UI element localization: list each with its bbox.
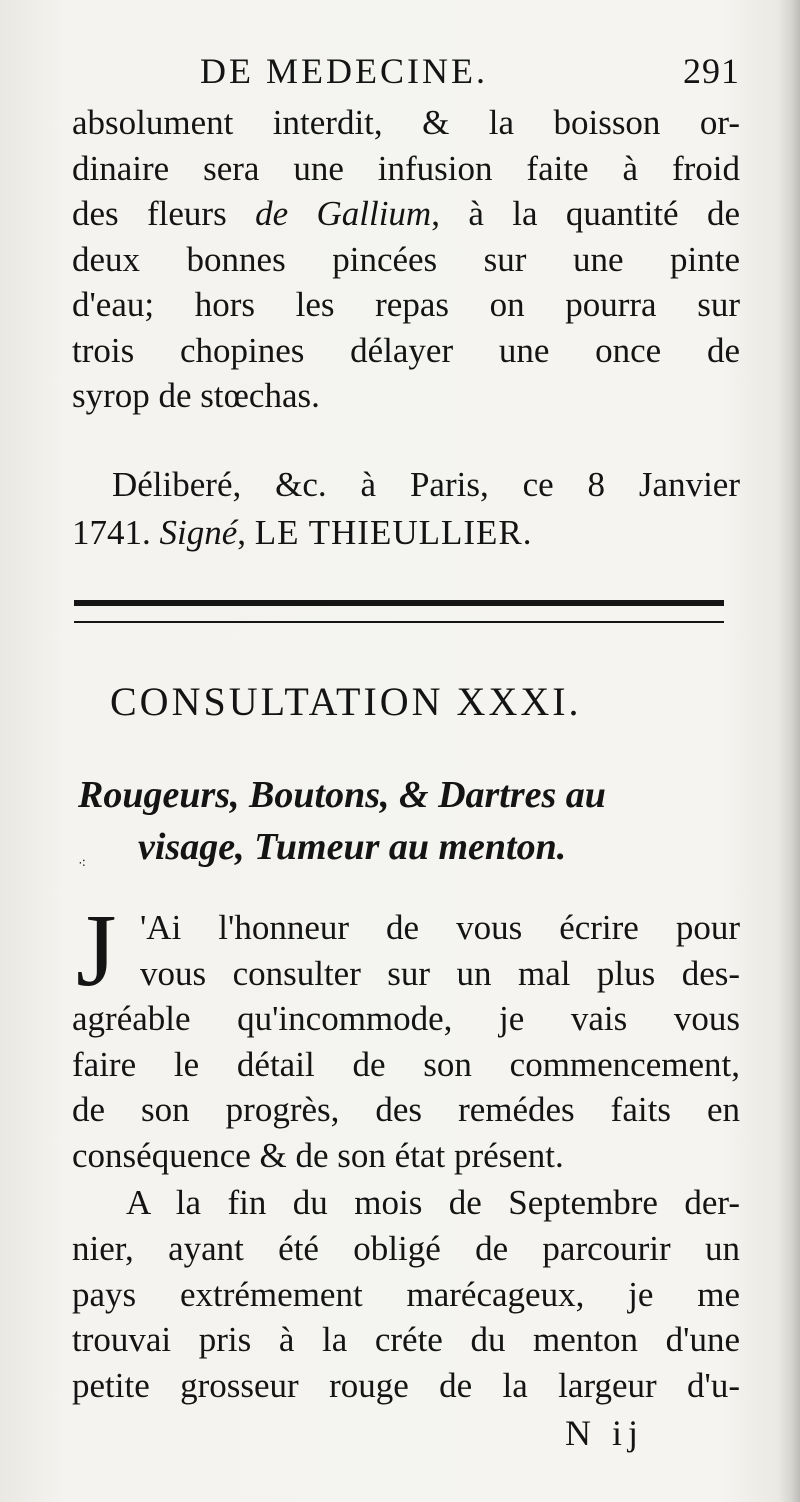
year: 1741.: [72, 513, 151, 552]
italic-term: de Gallium: [255, 194, 432, 233]
text-line: absolument interdit, & la boisson or-: [72, 103, 740, 142]
subtitle-line-1: Rougeurs, Boutons, & Dartres au: [78, 774, 606, 816]
paragraph-2-first: [126, 1180, 740, 1226]
signed-word: Signé: [159, 513, 238, 552]
signatory-name: LE THIEULLIER.: [254, 513, 533, 552]
text-line: trouvai pris à la créte du menton d'une: [72, 1320, 740, 1359]
consultation-heading: CONSULTATION XXXI.: [110, 679, 582, 724]
text-line: faire le détail de son commencement,: [72, 1044, 740, 1084]
running-title: DE MEDECINE.: [200, 51, 488, 91]
closing-text: Déliberé, &c. à Paris, ce 8 Janvier: [112, 465, 740, 504]
text-line: A la fin du mois de Septembre der-: [126, 1183, 740, 1222]
separator-rule-thin: [74, 621, 724, 623]
paragraph-2: [72, 1226, 740, 1408]
page-number: 291: [683, 51, 740, 91]
signature-mark: N ij: [565, 1413, 645, 1453]
text-line: nier, ayant été obligé de parcourir un: [72, 1229, 740, 1268]
text-line: pays extrémement marécageux, je me: [72, 1274, 740, 1314]
paragraph-1-indented: [140, 905, 740, 996]
top-paragraph: [72, 100, 740, 419]
text-line: de son progrès, des remédes faits en: [72, 1090, 740, 1129]
text-segment: des fleurs: [72, 194, 256, 233]
text-line: vous consulter sur un mal plus des-: [140, 953, 740, 993]
ornament-dots: ⁖: [78, 856, 87, 872]
text-line: d'eau; hors les repas on pourra sur: [72, 285, 740, 324]
text-line: trois chopines délayer une once de: [72, 330, 740, 370]
text-line: petite grosseur rouge de la largeur d'u-: [72, 1365, 740, 1405]
text-line: agréable qu'incommode, je vais vous: [72, 999, 740, 1038]
text-line: syrop de stœchas.: [72, 376, 320, 415]
page-edge-shadow: [778, 0, 800, 1502]
closing-line: [112, 462, 740, 508]
separator-rule-thick: [74, 600, 724, 606]
subtitle-line-2: visage, Tumeur au menton.: [138, 826, 567, 868]
running-header: [200, 50, 740, 100]
paragraph-1: [72, 996, 740, 1178]
text-segment: , à la quantité de: [431, 194, 740, 233]
text-line: dinaire sera une infusion faite à froid: [72, 148, 740, 188]
text-line-with-italic: [72, 191, 740, 237]
text-line: conséquence & de son état présent.: [72, 1135, 564, 1175]
text-line: deux bonnes pincées sur une pinte: [72, 239, 740, 279]
text-line: 'Ai l'honneur de vous écrire pour: [140, 908, 740, 947]
drop-capital: J: [76, 893, 117, 1008]
signature-text: 1741. Signé, LE THIEULLIER.: [72, 513, 533, 552]
signature-line: [72, 510, 740, 556]
